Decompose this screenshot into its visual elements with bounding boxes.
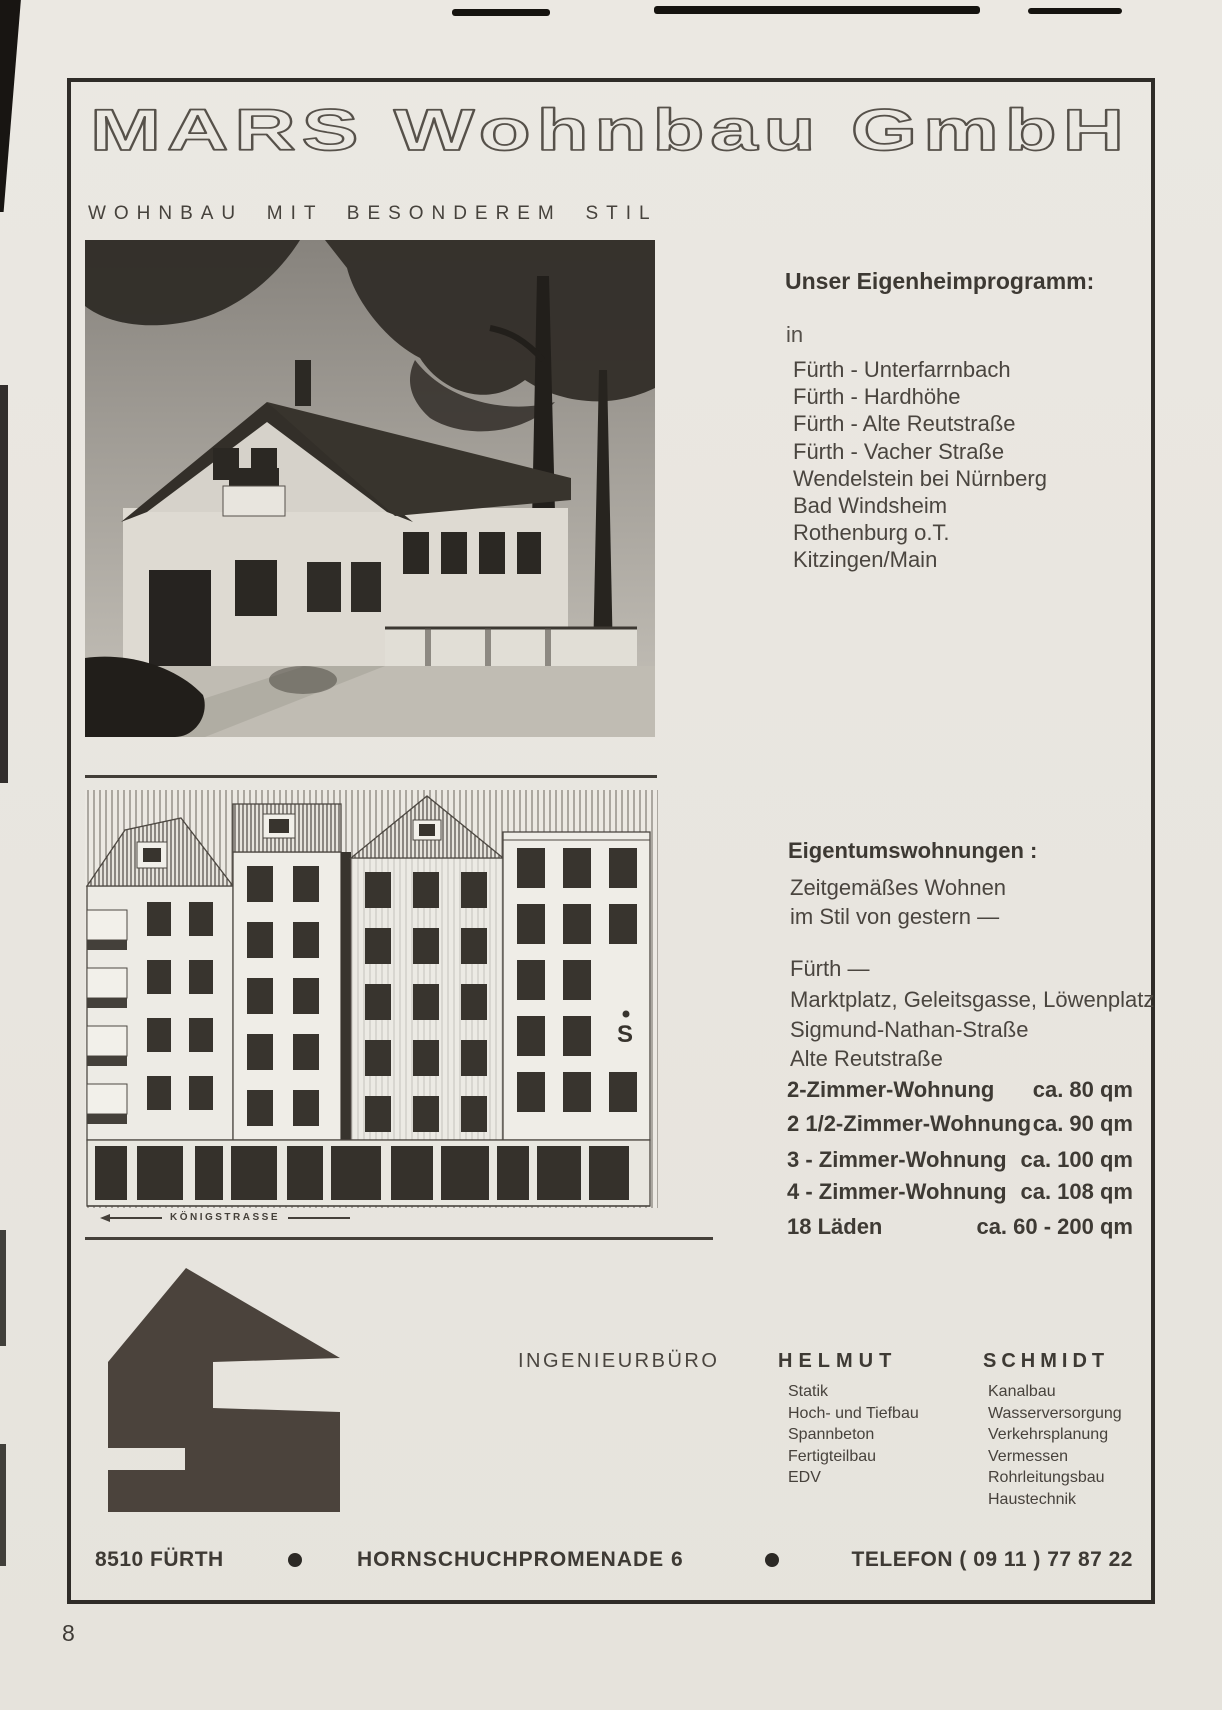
page-number: 8 [62, 1620, 75, 1646]
service-item: Verkehrsplanung [988, 1426, 1109, 1443]
bullet-icon [288, 1553, 302, 1567]
house-photo [85, 240, 655, 737]
unit-label: 18 Läden [787, 1214, 883, 1239]
footer-city: 8510 FÜRTH [95, 1548, 224, 1571]
slogan-line: im Stil von gestern — [790, 903, 1000, 929]
schmidt-house-logo [100, 1262, 350, 1516]
slogan-line: Zeitgemäßes Wohnen [790, 875, 1007, 900]
sparkasse-s-sign: S [617, 1021, 634, 1048]
service-item: EDV [788, 1469, 821, 1486]
condos-title: Eigentumswohnungen : [788, 838, 1038, 863]
unit-label: 2-Zimmer-Wohnung [787, 1077, 995, 1102]
list-item: Rothenburg o.T. [793, 520, 950, 546]
unit-label: 3 - Zimmer-Wohnung [787, 1147, 1007, 1172]
scan-edge-artifact [0, 385, 8, 783]
footer-address: HORNSCHUCHPROMENADE 6 [357, 1548, 684, 1571]
list-item: Bad Windsheim [793, 493, 948, 519]
program-location-list [793, 356, 1047, 574]
tagline: WOHNBAU MIT BESONDEREM STIL [88, 203, 658, 224]
left-arrow-icon [100, 1213, 162, 1223]
unit-row [787, 1179, 1133, 1205]
bullet-icon [765, 1553, 779, 1567]
unit-size: ca. 90 qm [1032, 1111, 1133, 1136]
list-item: Alte Reutstraße [790, 1046, 943, 1071]
unit-size: ca. 60 - 200 qm [976, 1214, 1133, 1239]
list-item: Fürth - Hardhöhe [793, 384, 961, 410]
unit-size: ca. 80 qm [1032, 1077, 1133, 1102]
scan-edge-artifact [0, 0, 36, 212]
service-item: Hoch- und Tiefbau [788, 1404, 919, 1422]
scan-smudge [452, 9, 550, 16]
service-item: Rohrleitungsbau [988, 1469, 1105, 1486]
unit-row [787, 1077, 1133, 1103]
condos-slogan [790, 874, 1006, 931]
condos-street-list [790, 985, 1154, 1074]
services-list-left [788, 1381, 919, 1489]
service-item: Spannbeton [788, 1426, 875, 1443]
service-item: Haustechnik [988, 1490, 1077, 1508]
scan-edge-artifact [0, 1444, 6, 1566]
unit-label: 4 - Zimmer-Wohnung [787, 1179, 1007, 1204]
horizontal-rule [85, 775, 657, 778]
ground-line [85, 1237, 713, 1240]
office-name: INGENIEURBÜRO [518, 1350, 720, 1372]
street-name: KÖNIGSTRASSE [169, 1212, 280, 1223]
company-logo-text: MARS Wohnbau GmbH [90, 100, 1130, 162]
service-item: Wasserversorgung [988, 1404, 1122, 1422]
service-item: Statik [788, 1383, 829, 1400]
unit-row [787, 1214, 1133, 1240]
engineer-last-name: SCHMIDT [983, 1350, 1110, 1372]
program-intro: in [786, 322, 804, 347]
program-title: Unser Eigenheimprogramm: [785, 268, 1095, 294]
list-item: Kitzingen/Main [793, 547, 938, 573]
company-logo [88, 100, 1138, 162]
unit-label: 2 1/2-Zimmer-Wohnung [787, 1111, 1032, 1136]
footer-phone: TELEFON ( 09 11 ) 77 87 22 [851, 1548, 1133, 1571]
list-item: Fürth - Vacher Straße [793, 438, 1005, 464]
list-item: Wendelstein bei Nürnberg [793, 465, 1047, 491]
scan-smudge [654, 6, 980, 14]
street-elevation-drawing [85, 790, 658, 1210]
engineer-first-name: HELMUT [778, 1350, 898, 1372]
sparkasse-dot [623, 1011, 630, 1018]
service-item: Kanalbau [988, 1383, 1056, 1400]
service-item: Fertigteilbau [788, 1447, 877, 1465]
scan-smudge [1028, 8, 1122, 14]
services-list-right [988, 1381, 1122, 1510]
list-item: Marktplatz, Geleitsgasse, Löwenplatz [790, 987, 1155, 1012]
right-arrow-icon [288, 1213, 350, 1223]
unit-row [787, 1111, 1133, 1137]
list-item: Fürth - Unterfarrnbach [793, 357, 1011, 382]
condos-city: Fürth — [790, 956, 870, 981]
unit-size: ca. 100 qm [1020, 1147, 1133, 1172]
street-label [100, 1212, 350, 1223]
list-item: Sigmund-Nathan-Straße [790, 1016, 1029, 1042]
unit-size: ca. 108 qm [1020, 1179, 1133, 1204]
list-item: Fürth - Alte Reutstraße [793, 411, 1016, 437]
unit-row [787, 1147, 1133, 1173]
service-item: Vermessen [988, 1447, 1069, 1465]
scan-edge-artifact [0, 1230, 6, 1346]
